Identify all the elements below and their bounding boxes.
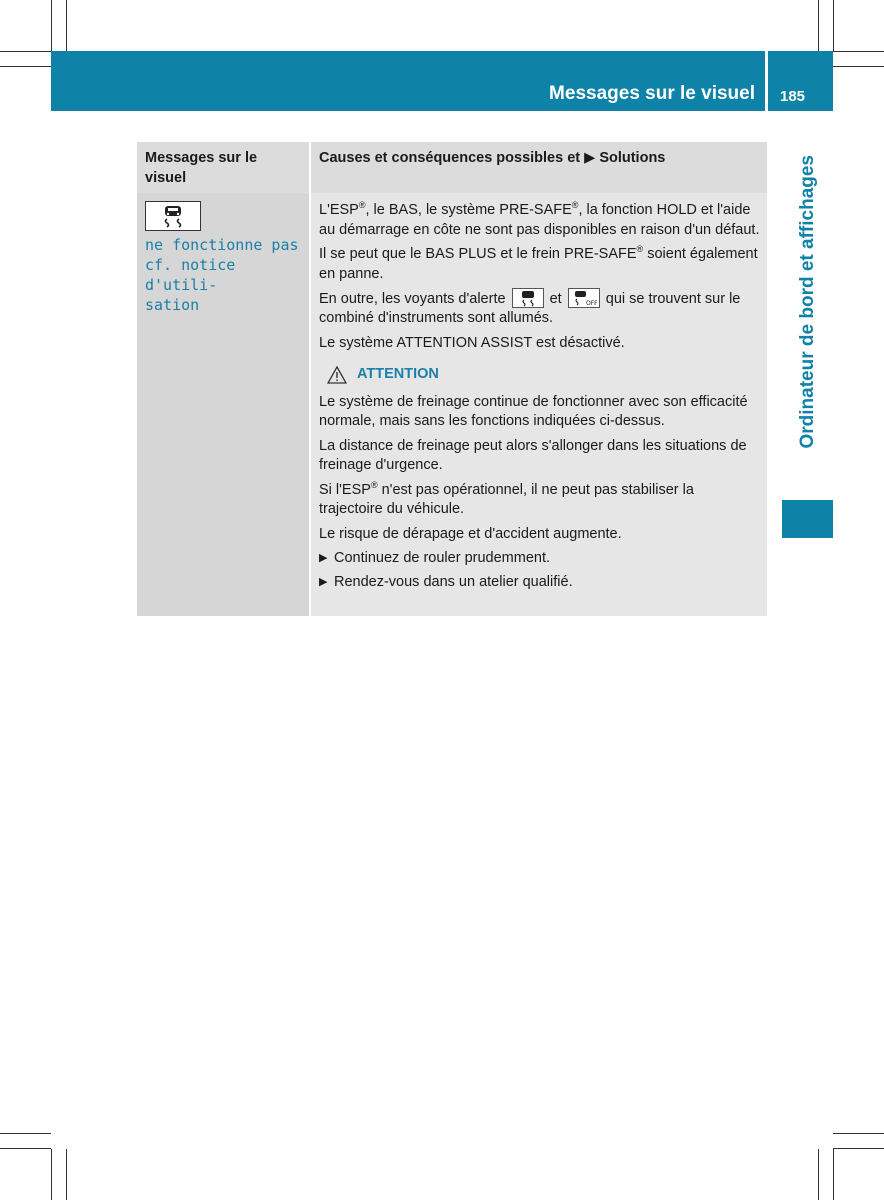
crop-mark bbox=[66, 0, 67, 51]
causes-cell bbox=[309, 193, 767, 616]
list-item-text: Continuez de rouler prudemment. bbox=[334, 550, 551, 567]
display-message-line: sation bbox=[145, 296, 200, 314]
registered-mark: ® bbox=[571, 200, 579, 211]
text: Il se peut que le BAS PLUS et le frein PRE-SAFE bbox=[319, 246, 637, 262]
text: Si l'ESP bbox=[319, 481, 371, 498]
crop-mark bbox=[0, 51, 51, 52]
text: , la fonction HOLD et l'aide au démarrage en côte ne sont pas disponibles en raison d'un défaut. bbox=[319, 202, 760, 238]
messages-table bbox=[137, 142, 767, 616]
table-header bbox=[137, 142, 767, 193]
crop-mark bbox=[833, 1148, 884, 1149]
text: En outre, les voyants d'alerte bbox=[319, 290, 506, 307]
warning-heading bbox=[327, 365, 761, 385]
triangle-bullet-icon: ▶ bbox=[319, 575, 328, 588]
paragraph bbox=[319, 481, 761, 520]
column-header-messages: Messages sur le visuel bbox=[145, 150, 258, 186]
text: qui se trouvent sur le combiné d'instruments sont allumés. bbox=[319, 290, 741, 327]
text: soient également en panne. bbox=[319, 246, 758, 282]
paragraph bbox=[319, 201, 761, 240]
crop-mark bbox=[833, 0, 834, 51]
list-item bbox=[319, 573, 761, 593]
crop-mark bbox=[833, 1133, 884, 1134]
text: L'ESP bbox=[319, 202, 359, 218]
paragraph bbox=[319, 289, 761, 329]
list-item-text: Rendez-vous dans un atelier qualifié. bbox=[334, 573, 573, 590]
chapter-tab bbox=[782, 155, 833, 490]
registered-mark: ® bbox=[358, 200, 366, 211]
esp-off-lamp-icon bbox=[568, 288, 600, 308]
registered-mark: ® bbox=[370, 480, 378, 490]
warning-triangle-icon bbox=[327, 366, 347, 384]
warning-label: ATTENTION bbox=[357, 366, 439, 383]
crop-mark bbox=[818, 0, 819, 51]
text: et bbox=[549, 290, 562, 307]
crop-mark bbox=[66, 1149, 67, 1200]
list-item bbox=[319, 549, 761, 569]
paragraph: Le système de freinage continue de fonctionner avec son efficacité normale, mais sans les fonctions indiquées ci-dessus. bbox=[319, 393, 748, 430]
page-number-box bbox=[768, 51, 833, 111]
chapter-tab-label: Ordinateur de bord et affichages bbox=[797, 155, 818, 449]
display-message-line: ne fonctionne pas bbox=[145, 236, 299, 254]
text: , le BAS, le système PRE-SAFE bbox=[365, 202, 572, 218]
svg-text:OFF: OFF bbox=[585, 300, 598, 307]
crop-mark bbox=[51, 0, 52, 51]
paragraph: Le risque de dérapage et d'accident augmente. bbox=[319, 525, 622, 542]
crop-mark bbox=[833, 66, 884, 67]
crop-mark bbox=[833, 51, 884, 52]
section-title: Messages sur le visuel bbox=[549, 83, 755, 104]
triangle-bullet-icon: ▶ bbox=[319, 552, 328, 565]
crop-mark bbox=[0, 1148, 51, 1149]
crop-mark bbox=[0, 1133, 51, 1134]
crop-mark bbox=[833, 1149, 834, 1200]
esp-warning-icon bbox=[145, 201, 201, 231]
message-cell bbox=[137, 193, 309, 616]
paragraph: Le système ATTENTION ASSIST est désactivé. bbox=[319, 334, 625, 351]
crop-mark bbox=[0, 66, 51, 67]
header-bar bbox=[51, 51, 765, 111]
crop-mark bbox=[51, 1149, 52, 1200]
page-number: 185 bbox=[780, 88, 806, 105]
chapter-marker bbox=[782, 500, 833, 538]
crop-mark bbox=[818, 1149, 819, 1200]
column-header-causes: Causes et conséquences possibles et ▶ Solutions bbox=[309, 142, 767, 193]
registered-mark: ® bbox=[636, 244, 644, 255]
text: n'est pas opérationnel, il ne peut pas stabiliser la trajectoire du véhicule. bbox=[319, 481, 694, 518]
table-row bbox=[137, 193, 767, 616]
display-message-line: cf. notice d'utili- bbox=[145, 256, 236, 294]
paragraph bbox=[319, 245, 761, 284]
paragraph: La distance de freinage peut alors s'allonger dans les situations de freinage d'urgence. bbox=[319, 437, 747, 474]
esp-warning-lamp-icon bbox=[512, 288, 544, 308]
